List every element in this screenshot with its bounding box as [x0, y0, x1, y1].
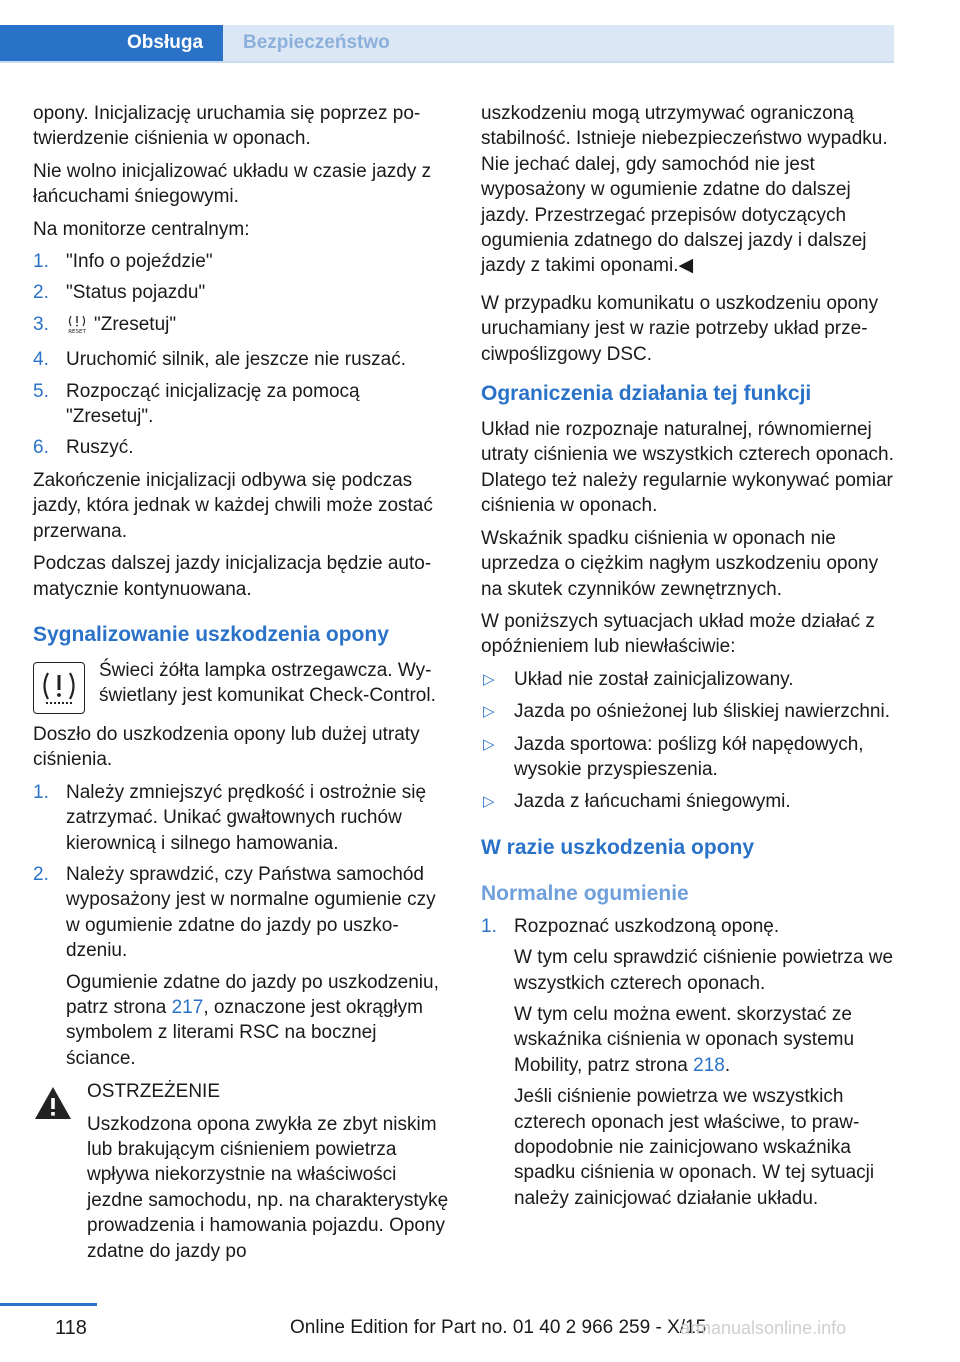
list-item [33, 280, 451, 305]
text-run: W tym celu można ewent. skorzystać ze wskaźnika ciśnienia w oponach systemu Mobility, patrz strona [514, 1003, 855, 1076]
bullet-text: Jazda po ośnieżonej lub śliskiej nawierzchni. [514, 701, 890, 723]
section-heading-signal: Sygnalizowanie uszkodzenia opony [33, 622, 389, 646]
warning-text-first [87, 1112, 451, 1264]
list-item [33, 249, 451, 274]
bullet-triangle-icon: ▷ [483, 793, 495, 811]
step-number: 1. [33, 251, 49, 273]
left-column [33, 101, 451, 1264]
section-heading-damage: W razie uszkodzenia opony [481, 835, 755, 859]
list-item [481, 699, 901, 724]
step-text: "Status pojazdu" [66, 282, 206, 304]
step-text: "Zresetuj" [94, 313, 177, 335]
page-link-218[interactable]: 218 [693, 1054, 725, 1076]
bullet-text: Układ nie został zainicjalizowany. [514, 668, 794, 690]
normal-tyres-steps [481, 914, 901, 1211]
text-run: . [724, 1054, 731, 1076]
limitations-list [481, 667, 901, 815]
paragraph: Podczas dalszej jazdy inicjalizacja będzie automatycznie kontynuowana. [33, 553, 432, 600]
warning-lamp-block [33, 658, 451, 716]
step-text: Należy sprawdzić, czy Państwa samochód wyposażony jest w normalne ogumienie czy w ogumienie zdatne do jazdy po uszkodzeniu. [66, 863, 436, 962]
text-run: Ogumienie zdatne do jazdy po uszkodzeniu, patrz strona [66, 971, 439, 1018]
damage-steps-list [33, 780, 451, 1071]
paragraph: uszkodzeniu mogą utrzymywać ograniczoną stabilność. Istnieje niebezpieczeństwo wypadku. Nie jechać dalej, gdy samochód nie jest wyposażony w ogumienie zdatne do dalszej jazdy. Przestrzegać przepisów dotyczących ogumienia zdatnego do dalszej jazdy i dalszej jazdy z takimi oponami.◀ [481, 103, 888, 277]
list-item [481, 789, 901, 814]
step-text: Uruchomić silnik, ale jeszcze nie ruszać. [66, 349, 407, 371]
step-number: 1. [33, 781, 49, 803]
paragraph: Na monitorze centralnym: [33, 218, 250, 240]
bullet-triangle-icon: ▷ [483, 670, 495, 688]
paragraph: W poniższych sytuacjach układ może działać z opóźnieniem lub niewłaściwie: [481, 610, 875, 658]
step-number: 4. [33, 349, 49, 371]
list-item [33, 862, 451, 1071]
page-link-217[interactable]: 217 [171, 996, 204, 1018]
list-item [33, 347, 451, 372]
page-number: 118 [55, 1317, 87, 1339]
step-subparagraph [514, 1002, 901, 1078]
step-subparagraph: Jeśli ciśnienie powietrza we wszystkich czterech oponach jest właściwe, to prawdopodobnie nie zainicjowano wskaźnika spadku ciśnienia w oponach. W tej sytuacji należy zainicjować działanie układu. [514, 1086, 875, 1209]
step-number: 6. [33, 437, 49, 459]
bullet-text: Jazda z łańcuchami śniegowymi. [514, 791, 791, 813]
list-item [33, 312, 451, 341]
watermark: armanualsonline.info [680, 1318, 847, 1338]
bullet-triangle-icon: ▷ [483, 735, 495, 753]
list-item [33, 780, 451, 856]
step-number: 2. [33, 863, 49, 885]
edition-note: Online Edition for Part no. 01 40 2 966 259 - X/15 [290, 1317, 707, 1338]
paragraph: W przypadku komunikatu o uszkodzeniu opony uruchamiany jest w razie potrzeby układ przeciwpoślizgowy DSC. [481, 292, 879, 365]
step-text: Rozpocząć inicjalizację za pomocą "Zresetuj". [66, 380, 360, 428]
list-item [33, 379, 451, 430]
right-column [481, 101, 901, 1218]
warning-block [33, 1079, 451, 1264]
step-text: Rozpoznać uszkodzoną oponę. [514, 915, 780, 937]
tab-obsluga[interactable]: Obsługa [0, 25, 223, 61]
subheading-normal-tyres: Normalne ogumienie [481, 881, 689, 905]
step-number: 5. [33, 380, 49, 402]
paragraph: Wskaźnik spadku ciśnienia w oponach nie uprzedza o ciężkim nagłym uszkodzeniu opony na skutek czynników zewnętrznych. [481, 527, 879, 600]
header-rule [0, 61, 894, 63]
warning-text: Uszkodzona opona zwykła ze zbyt niskim lub brakującym ciśnieniem powietrza wpływa niekorzystnie na właściwości jezdne samochodu, np. na charakterystykę prowadzenia i hamowania pojazdu. Opony zdatne do jazdy po [87, 1113, 449, 1262]
tab-bezpieczenstwo[interactable]: Bezpieczeństwo [223, 25, 894, 61]
step-number: 2. [33, 282, 49, 304]
tpms-warning-lamp-icon [33, 662, 85, 714]
step-text: Należy zmniejszyć prędkość i ostrożnie się zatrzymać. Unikać gwałtownych ruchów kierownicą i silnego hamowania. [66, 781, 427, 854]
list-item [481, 732, 901, 783]
paragraph: Układ nie rozpoznaje naturalnej, równomiernej utraty ciśnienia we wszystkich czterech oponach. Dlatego też należy regularnie wykonywać pomiar ciśnienia w oponach. [481, 419, 894, 517]
warning-title: OSTRZEŻENIE [87, 1081, 221, 1103]
list-item [33, 435, 451, 460]
paragraph: Zakończenie inicjalizacji odbywa się podczas jazdy, która jednak w każdej chwili może zostać przerwana. [33, 469, 433, 542]
step-subparagraph [66, 970, 451, 1072]
list-item [481, 667, 901, 692]
list-item [481, 914, 901, 1211]
text-run: , oznaczone jest okrągłym symbolem z literami RSC na bocznej ściance. [66, 996, 423, 1069]
paragraph: Nie wolno inicjalizować układu w czasie jazdy z łańcuchami śniegowymi. [33, 160, 432, 208]
tpms-reset-icon [66, 314, 88, 341]
header-tabs [0, 25, 894, 61]
step-subparagraph: W tym celu sprawdzić ciśnienie powietrza we wszystkich czterech oponach. [514, 947, 894, 994]
svg-text:RESET: RESET [68, 328, 86, 334]
init-steps-list [33, 249, 451, 461]
bullet-text: Jazda sportowa: poślizg kół napędowych, wysokie przyspieszenia. [514, 733, 864, 780]
bullet-triangle-icon: ▷ [483, 703, 495, 721]
footer-rule [0, 1303, 97, 1306]
paragraph: Doszło do uszkodzenia opony lub dużej utraty ciśnienia. [33, 723, 420, 771]
paragraph: opony. Inicjalizację uruchamia się poprzez potwierdzenie ciśnienia w oponach. [33, 103, 421, 150]
step-text: "Info o pojeździe" [66, 251, 213, 273]
step-text: Ruszyć. [66, 437, 134, 459]
step-number: 1. [481, 915, 497, 937]
lamp-description: Świeci żółta lampka ostrzegawcza. Wyświetlany jest komunikat Check-Control. [99, 659, 436, 707]
warning-triangle-icon [33, 1085, 73, 1128]
section-heading-limits: Ograniczenia działania tej funkcji [481, 382, 812, 406]
step-number: 3. [33, 313, 49, 335]
